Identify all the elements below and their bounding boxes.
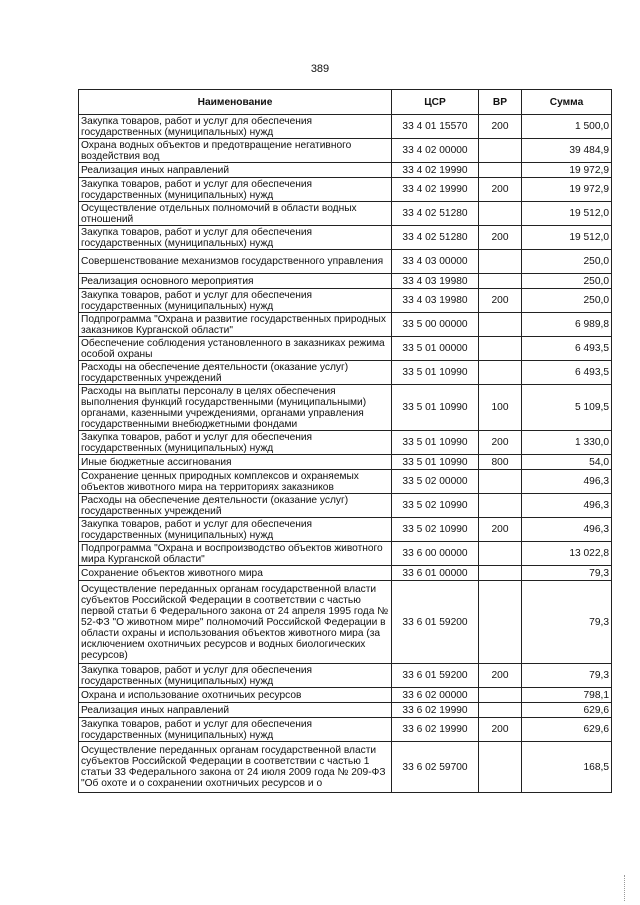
cell-name: Охрана водных объектов и предотвращение негативного воздействия вод bbox=[79, 139, 392, 163]
cell-name: Подпрограмма "Охрана и воспроизводство объектов животного мира Курганской области" bbox=[79, 542, 392, 566]
cell-name: Закупка товаров, работ и услуг для обеспечения государственных (муниципальных) нужд bbox=[79, 718, 392, 742]
cell-name: Реализация иных направлений bbox=[79, 703, 392, 718]
cell-name: Осуществление переданных органам государственной власти субъектов Российской Федерации в соответствии с частью первой статьи 6 Федерального закона от 24 апреля 1995 года № 52-ФЗ "О животном мире" полномочий Российской Федерации в области охраны и использования объектов животного мира (за исключением охотничьих ресурсов и водных биологических ресурсов) bbox=[79, 581, 392, 664]
cell-name: Расходы на выплаты персоналу в целях обеспечения выполнения функций государственными (муниципальными) органами, казенными учреждениями, органами управления государственными внебюджетными фондами bbox=[79, 385, 392, 431]
header-vr: ВР bbox=[479, 90, 522, 115]
cell-vr bbox=[479, 337, 522, 361]
cell-csr: 33 4 01 15570 bbox=[392, 115, 479, 139]
cell-name: Реализация основного мероприятия bbox=[79, 274, 392, 289]
cell-sum: 250,0 bbox=[522, 289, 612, 313]
cell-csr: 33 4 03 19980 bbox=[392, 289, 479, 313]
table-row bbox=[79, 688, 612, 703]
cell-csr: 33 4 02 00000 bbox=[392, 139, 479, 163]
cell-csr: 33 5 01 10990 bbox=[392, 455, 479, 470]
cell-vr bbox=[479, 470, 522, 494]
header-csr: ЦСР bbox=[392, 90, 479, 115]
cell-csr: 33 6 02 19990 bbox=[392, 703, 479, 718]
table-row bbox=[79, 742, 612, 793]
cell-vr bbox=[479, 494, 522, 518]
cell-sum: 79,3 bbox=[522, 664, 612, 688]
table-row bbox=[79, 178, 612, 202]
cell-csr: 33 4 03 00000 bbox=[392, 250, 479, 274]
table-row bbox=[79, 470, 612, 494]
cell-vr: 200 bbox=[479, 289, 522, 313]
cell-sum: 39 484,9 bbox=[522, 139, 612, 163]
table-row bbox=[79, 718, 612, 742]
cell-name: Сохранение объектов животного мира bbox=[79, 566, 392, 581]
cell-vr: 200 bbox=[479, 178, 522, 202]
cell-sum: 168,5 bbox=[522, 742, 612, 793]
cell-name: Расходы на обеспечение деятельности (оказание услуг) государственных учреждений bbox=[79, 494, 392, 518]
table-row bbox=[79, 455, 612, 470]
cell-sum: 629,6 bbox=[522, 718, 612, 742]
table-row bbox=[79, 337, 612, 361]
cell-name: Закупка товаров, работ и услуг для обеспечения государственных (муниципальных) нужд bbox=[79, 226, 392, 250]
cell-csr: 33 6 02 00000 bbox=[392, 688, 479, 703]
cell-vr bbox=[479, 703, 522, 718]
table-row bbox=[79, 385, 612, 431]
cell-csr: 33 4 03 19980 bbox=[392, 274, 479, 289]
table-row bbox=[79, 494, 612, 518]
cell-sum: 496,3 bbox=[522, 494, 612, 518]
cell-csr: 33 5 00 00000 bbox=[392, 313, 479, 337]
cell-sum: 629,6 bbox=[522, 703, 612, 718]
table-row bbox=[79, 581, 612, 664]
cell-name: Осуществление отдельных полномочий в области водных отношений bbox=[79, 202, 392, 226]
cell-vr bbox=[479, 542, 522, 566]
cell-csr: 33 6 01 59200 bbox=[392, 581, 479, 664]
cell-sum: 496,3 bbox=[522, 470, 612, 494]
cell-name: Подпрограмма "Охрана и развитие государственных природных заказников Курганской области" bbox=[79, 313, 392, 337]
table-row bbox=[79, 274, 612, 289]
table-row bbox=[79, 518, 612, 542]
cell-csr: 33 6 01 59200 bbox=[392, 664, 479, 688]
cell-vr: 100 bbox=[479, 385, 522, 431]
cell-sum: 5 109,5 bbox=[522, 385, 612, 431]
cell-vr: 200 bbox=[479, 718, 522, 742]
cell-name: Закупка товаров, работ и услуг для обеспечения государственных (муниципальных) нужд bbox=[79, 289, 392, 313]
cell-name: Закупка товаров, работ и услуг для обеспечения государственных (муниципальных) нужд bbox=[79, 431, 392, 455]
cell-vr bbox=[479, 202, 522, 226]
cell-csr: 33 5 02 10990 bbox=[392, 518, 479, 542]
cell-sum: 13 022,8 bbox=[522, 542, 612, 566]
cell-vr bbox=[479, 566, 522, 581]
cell-sum: 798,1 bbox=[522, 688, 612, 703]
table-row bbox=[79, 664, 612, 688]
cell-vr: 200 bbox=[479, 226, 522, 250]
cell-sum: 250,0 bbox=[522, 250, 612, 274]
cell-csr: 33 6 01 00000 bbox=[392, 566, 479, 581]
cell-sum: 54,0 bbox=[522, 455, 612, 470]
cell-name: Охрана и использование охотничьих ресурсов bbox=[79, 688, 392, 703]
cell-vr bbox=[479, 688, 522, 703]
cell-vr bbox=[479, 163, 522, 178]
table-row bbox=[79, 139, 612, 163]
cell-sum: 1 500,0 bbox=[522, 115, 612, 139]
page-number: 389 bbox=[310, 63, 330, 75]
cell-sum: 6 493,5 bbox=[522, 337, 612, 361]
cell-vr bbox=[479, 581, 522, 664]
cell-name: Сохранение ценных природных комплексов и охраняемых объектов животного мира на территориях заказников bbox=[79, 470, 392, 494]
header-sum: Сумма bbox=[522, 90, 612, 115]
cell-csr: 33 5 01 00000 bbox=[392, 337, 479, 361]
cell-vr: 200 bbox=[479, 115, 522, 139]
header-name: Наименование bbox=[79, 90, 392, 115]
table-row bbox=[79, 542, 612, 566]
cell-name: Закупка товаров, работ и услуг для обеспечения государственных (муниципальных) нужд bbox=[79, 518, 392, 542]
cell-vr bbox=[479, 274, 522, 289]
cell-sum: 19 512,0 bbox=[522, 202, 612, 226]
cell-sum: 79,3 bbox=[522, 566, 612, 581]
cell-csr: 33 4 02 51280 bbox=[392, 202, 479, 226]
cell-csr: 33 4 02 19990 bbox=[392, 163, 479, 178]
cell-sum: 6 989,8 bbox=[522, 313, 612, 337]
cell-sum: 1 330,0 bbox=[522, 431, 612, 455]
table-row bbox=[79, 703, 612, 718]
cell-name: Иные бюджетные ассигнования bbox=[79, 455, 392, 470]
cell-vr: 200 bbox=[479, 664, 522, 688]
cell-vr bbox=[479, 313, 522, 337]
cell-name: Обеспечение соблюдения установленного в заказниках режима особой охраны bbox=[79, 337, 392, 361]
cell-vr: 200 bbox=[479, 518, 522, 542]
cell-csr: 33 4 02 19990 bbox=[392, 178, 479, 202]
cell-sum: 6 493,5 bbox=[522, 361, 612, 385]
table-row bbox=[79, 226, 612, 250]
cell-vr bbox=[479, 139, 522, 163]
cell-name: Реализация иных направлений bbox=[79, 163, 392, 178]
cell-sum: 496,3 bbox=[522, 518, 612, 542]
cell-name: Закупка товаров, работ и услуг для обеспечения государственных (муниципальных) нужд bbox=[79, 115, 392, 139]
table-row bbox=[79, 313, 612, 337]
table-row bbox=[79, 163, 612, 178]
scan-edge-mark bbox=[624, 875, 626, 901]
cell-csr: 33 5 01 10990 bbox=[392, 385, 479, 431]
cell-sum: 79,3 bbox=[522, 581, 612, 664]
cell-name: Расходы на обеспечение деятельности (оказание услуг) государственных учреждений bbox=[79, 361, 392, 385]
cell-name: Закупка товаров, работ и услуг для обеспечения государственных (муниципальных) нужд bbox=[79, 664, 392, 688]
table-body bbox=[79, 115, 612, 793]
cell-sum: 19 972,9 bbox=[522, 163, 612, 178]
cell-vr: 200 bbox=[479, 431, 522, 455]
cell-vr bbox=[479, 742, 522, 793]
cell-csr: 33 6 02 19990 bbox=[392, 718, 479, 742]
cell-csr: 33 5 02 00000 bbox=[392, 470, 479, 494]
cell-csr: 33 6 02 59700 bbox=[392, 742, 479, 793]
cell-sum: 250,0 bbox=[522, 274, 612, 289]
cell-vr bbox=[479, 250, 522, 274]
cell-csr: 33 5 01 10990 bbox=[392, 431, 479, 455]
cell-csr: 33 5 02 10990 bbox=[392, 494, 479, 518]
table-row bbox=[79, 289, 612, 313]
table-row bbox=[79, 566, 612, 581]
table-row bbox=[79, 250, 612, 274]
cell-csr: 33 4 02 51280 bbox=[392, 226, 479, 250]
cell-vr: 800 bbox=[479, 455, 522, 470]
budget-table bbox=[78, 89, 612, 793]
table-row bbox=[79, 361, 612, 385]
table-row bbox=[79, 202, 612, 226]
cell-name: Осуществление переданных органам государственной власти субъектов Российской Федерации в соответствии с частью 1 статьи 33 Федерального закона от 24 июля 2009 года № 209-ФЗ "Об охоте и о сохранении охотничьих ресурсов и о bbox=[79, 742, 392, 793]
cell-sum: 19 972,9 bbox=[522, 178, 612, 202]
cell-name: Закупка товаров, работ и услуг для обеспечения государственных (муниципальных) нужд bbox=[79, 178, 392, 202]
cell-vr bbox=[479, 361, 522, 385]
table-row bbox=[79, 115, 612, 139]
table-row bbox=[79, 431, 612, 455]
cell-name: Совершенствование механизмов государственного управления bbox=[79, 250, 392, 274]
cell-csr: 33 5 01 10990 bbox=[392, 361, 479, 385]
cell-sum: 19 512,0 bbox=[522, 226, 612, 250]
table-header-row bbox=[79, 90, 612, 115]
cell-csr: 33 6 00 00000 bbox=[392, 542, 479, 566]
